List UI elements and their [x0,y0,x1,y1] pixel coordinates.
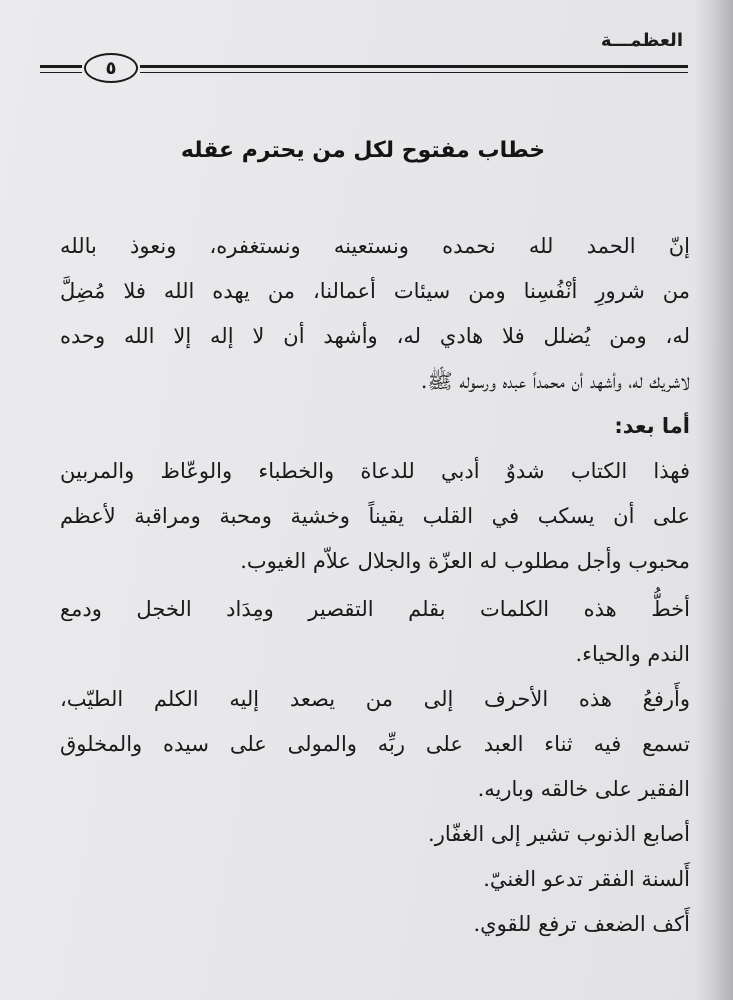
text-line: لاشريك له، وأشهد أن محمداً عبده ورسوله ﷺ. [420,369,690,393]
header-rule-thick [140,65,688,68]
text-line: من شرورِ أنْفُسِنا ومن سيئات أعمالنا، من يهده الله فلا مُضِلَّ [60,279,690,303]
text-line: محبوب وأجل مطلوب له العزّة والجلال علاّم الغيوب. [240,549,690,573]
header-rule-left-thin [40,72,82,73]
page-number: ٥ [105,57,117,79]
text-line: أَلسنة الفقر تدعو الغنيّ. [483,867,690,891]
text-line: فهذا الكتاب شدوٌ أدبي للدعاة والخطباء والوعّاظ والمربين [60,459,690,483]
text-line: إنّ الحمد لله نحمده ونستعينه ونستغفره، ونعوذ بالله [60,234,690,258]
subheading: أما بعد: [614,414,690,438]
spine-shadow [695,0,733,1000]
page-number-oval [84,53,138,83]
text-line: الفقير على خالقه وباريه. [477,777,690,801]
text-line: له، ومن يُضلل فلا هادي له، وأشهد أن لا إله إلا الله وحده [60,324,690,348]
text-line: أَكف الضعف ترفع للقوي. [473,912,690,936]
text-line: أخطُّ هذه الكلمات بقلم التقصير ومِدَاد الخجل ودمع [60,597,690,621]
text-line: على أن يسكب في القلب يقيناً وخشية ومحبة ومراقبة لأعظم [60,504,690,528]
header-rule-thin [140,72,688,73]
header-rule-left-thick [40,65,82,68]
section-heading: خطاب مفتوح لكل من يحترم عقله [180,138,546,163]
text-line: وأَرفعُ هذه الأحرف إلى من يصعد إليه الكلم الطيّب، [60,687,690,711]
text-line: أصابع الذنوب تشير إلى الغفّار. [428,822,690,846]
running-header-title: العظمـــة [600,30,683,51]
text-line: تسمع فيه ثناء العبد على ربِّه والمولى على سيده والمخلوق [60,732,690,756]
text-line: الندم والحياء. [575,642,690,666]
